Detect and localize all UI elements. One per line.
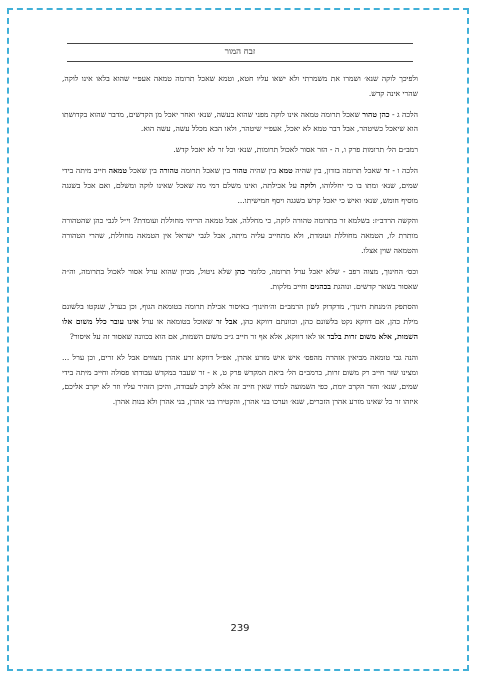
text-run: שאכל תרומה טמאה אינו לוקה מפני שהוא בעשה, שנא׳ ואחר יאכל מן הקדשים, מדבר שהוא בקדושתו הוא שיאכל כשיטהר, אבל דבר טמא לא יאכל, אעפ״י שיטהר, ולאו הבא מכלל עשה, עשה הוא. xyxy=(62,109,418,134)
text-run: וכס׳ החינוך, מצוה רפב - שלא יאכל ערל תרומה, כלומר xyxy=(244,266,419,276)
paragraph xyxy=(62,300,418,344)
text-run: או לאו דווקא, אלא אף זר חייב ג״כ משום השמות, אם הוא בכוונה שאסור זה על איסור? xyxy=(69,331,328,341)
text-run: חייב מיתה בידי שמים, שנא׳ ומתו בו כי יחללוהו, xyxy=(62,165,418,190)
bold-text-run: טמא xyxy=(278,165,293,175)
paragraph xyxy=(62,72,418,102)
paragraph xyxy=(62,265,418,295)
bold-text-run: טהורה xyxy=(159,165,179,175)
bold-text-run: ולוקה xyxy=(300,180,317,190)
bold-text-run: כהן טהור xyxy=(362,109,390,119)
bold-text-run: טמאה xyxy=(108,165,127,175)
header-bottom-rule xyxy=(67,61,413,62)
bold-text-run: אינו עובר כלל משום אלו השמות, אלא משום זרות בלבד xyxy=(62,317,418,341)
paragraph xyxy=(62,214,418,258)
text-run: והסתפק ה׳מנחת חינוך׳, מדקדוק לשון הרמב״ם וה׳חינוך׳ באיסור אכילת תרומה בטומאת הגוף, וכן בערל, שנקטו בלשונם מילת כהן, אם דווקא נקט בלשונם כהן, וכוונתם דווקא כהן, xyxy=(62,302,418,327)
bold-text-run: בכהנים xyxy=(310,281,331,291)
text-run: בין שהיה xyxy=(247,165,279,175)
paragraph xyxy=(62,143,418,158)
header-top-rule xyxy=(67,43,413,44)
text-run: והנה גבי טומאה מביאין אזהרה מהפס׳ איש איש מזרע אהרן, אפ״ל דווקא זרע אהרן מצווים אבל לא זרים, וכן ערל ... ומצינו שזר חייב רק משום זרות, ברמב״ם הל׳ ביאת המקדש פרק ט, א - זר שעבד במקדש עבודתו פסולה וחייב מיתה בידי שמים, שנא׳ והזר הקרב יומת, כפי השמועה למדו שאין חייב זה אלא לקרב לעבודה, והיכן הזהיר עליו וזר לא יקרב אליכם, איזהו זר כל שאינו מזרע אהרן הזכרים, שנא׳ וערכו בני אהרן, והקטירו בני אהרן, בני אהרן ולא בנות אהרן. xyxy=(62,352,418,407)
text-run: הלכה ג - xyxy=(389,109,418,119)
running-header: זבח המור xyxy=(224,47,256,57)
text-run: בין שאכל תרומה xyxy=(178,165,233,175)
paragraph xyxy=(62,108,418,138)
bold-text-run: זר xyxy=(383,165,390,175)
text-run: רמב״ם הל׳ תרומות פרק ו, ה - הזר אסור לאכול תרומות, שנא׳ וכל זר לא יאכל קדש. xyxy=(173,145,418,155)
body-text xyxy=(62,72,418,416)
text-run: שאוכל בטומאה או ערל xyxy=(138,317,216,327)
text-run: שאכל תרומה בזדון, בין שהיה xyxy=(292,165,384,175)
text-run: והקשה הרדב״ז: בשלמא זר בתרומה טהורה לוקה, כי מחללה, אבל טמאה הריהי מחוללת ועומדת? וי״ל לגבי כהן שהטהורה מותרת לו, הטמאה מחוללת ועומדת, ולא מתחייב עליה מיתה, אבל לגבי ישראל אין הטמאה מחוללת, שהרי הטהורה והטמאה שוין אצלו. xyxy=(62,216,418,255)
text-run: שלא ניטול, מכיון שהוא ערל אסור לאכול בתרומה, וה״ה שאסור בשאר קדשים. ונוהגת xyxy=(62,266,418,291)
bold-text-run: אבל זר xyxy=(215,317,238,327)
text-run: על אכילתה, ואינו משלם דמי מה שאכל שאינו לוקה ומשלם, ואם אכל בשגגה מוסיף חומש, שנא׳ ואיש כי יאכל קדש בשגגה ויסף חמישיתו... xyxy=(62,180,418,205)
page-number: 239 xyxy=(230,623,250,634)
text-run: ולפיכך לוקה שנא׳ ושמרו את משמרתי ולא ישאו עליו חטא, וטמא שאכל תרומה טמאה אעפ״י שהוא בלאו אינו לוקה, שהרי אינה קדש. xyxy=(62,74,418,98)
bold-text-run: טהור xyxy=(232,165,248,175)
text-run: בין שאכל xyxy=(126,165,160,175)
text-run: הלכה ו - xyxy=(389,165,419,175)
text-run: וחייב מלקות. xyxy=(270,281,311,291)
paragraph xyxy=(62,164,418,208)
bold-text-run: כהן xyxy=(234,266,245,276)
paragraph xyxy=(62,351,418,410)
